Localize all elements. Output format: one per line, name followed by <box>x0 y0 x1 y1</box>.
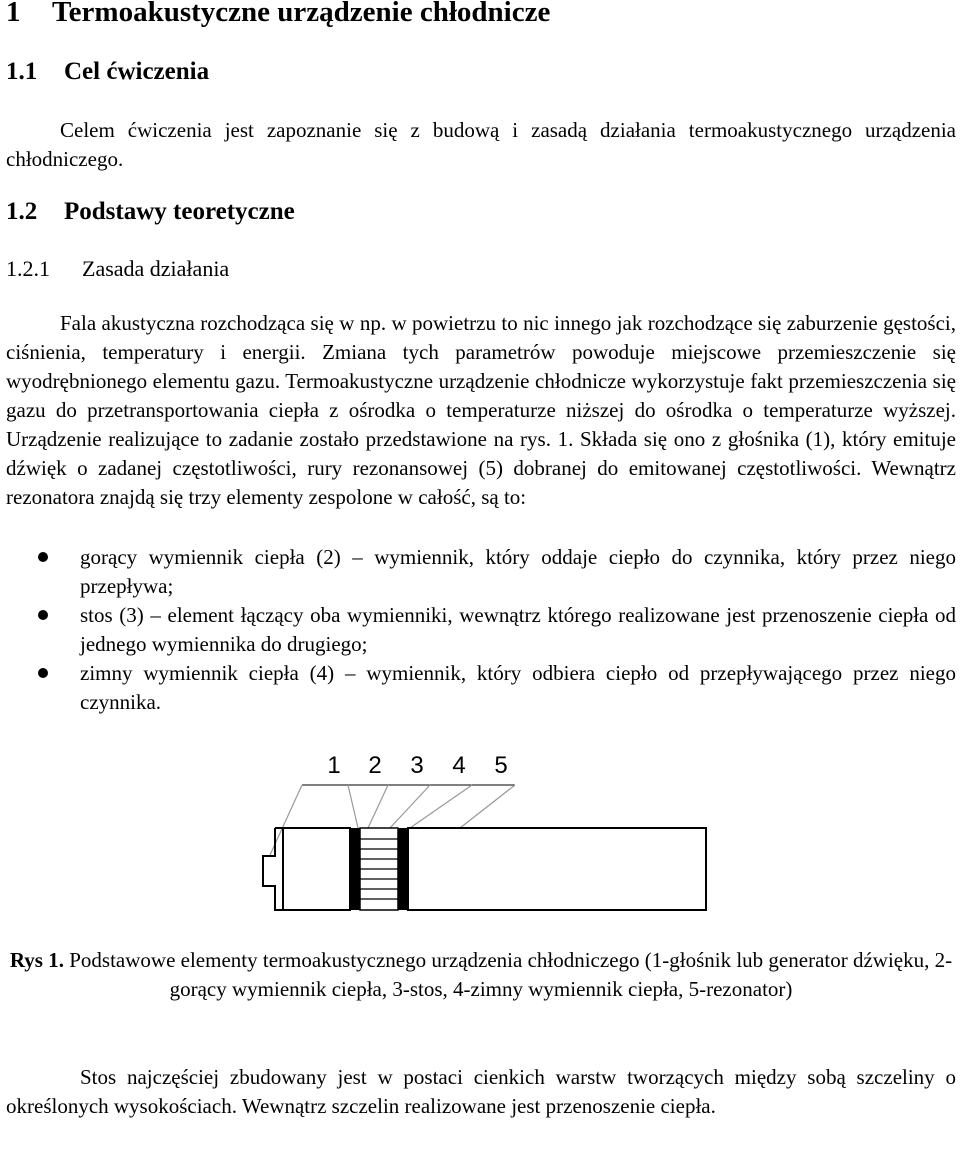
list-item-text: stos (3) – element łączący oba wymienniki, wewnątrz którego realizowane jest przenoszenie ciepła od jednego wymiennika do drugiego; <box>80 603 956 656</box>
caption-prefix: Rys 1. <box>9 948 64 972</box>
bullet-icon <box>38 610 48 620</box>
subsection-principle-number: 1.2.1 <box>6 256 50 281</box>
subsection-principle-title: Zasada działania <box>82 256 230 281</box>
subsection-principle-heading <box>6 256 229 282</box>
bullet-icon <box>38 552 48 562</box>
figure-label-5: 5 <box>494 752 508 779</box>
chapter-title: Termoakustyczne urządzenie chłodnicze <box>52 0 551 28</box>
section-theory-number: 1.2 <box>6 198 38 225</box>
figure-label-3: 3 <box>410 752 424 779</box>
caption-text: Podstawowe elementy termoakustycznego urządzenia chłodniczego (1-głośnik lub generator dźwięku, 2-gorący wymiennik ciepła, 3-stos, 4-zimny wymiennik ciepła, 5-rezonator) <box>63 948 953 1001</box>
section-goal-number: 1.1 <box>6 58 38 85</box>
closing-paragraph <box>6 1063 956 1121</box>
figure-caption <box>6 946 956 1004</box>
goal-paragraph <box>6 116 956 174</box>
section-goal-title: Cel ćwiczenia <box>64 58 210 85</box>
list-item <box>6 543 956 601</box>
thermoacoustic-device-diagram <box>250 745 710 920</box>
figure-label-4: 4 <box>452 752 466 779</box>
speaker-body <box>283 828 350 910</box>
list-item-text: zimny wymiennik ciepła (4) – wymiennik, który odbiera ciepło od przepływającego przez niego czynnika. <box>80 661 956 714</box>
cold-heat-exchanger <box>398 828 408 910</box>
chapter-number: 1 <box>6 0 21 28</box>
section-goal-heading <box>6 58 209 86</box>
section-theory-heading <box>6 198 295 226</box>
principle-paragraph <box>6 309 956 512</box>
resonator-tube <box>408 828 706 910</box>
figure-label-1: 1 <box>327 752 341 779</box>
list-item <box>6 601 956 659</box>
elements-list <box>6 543 956 717</box>
list-item-text: gorący wymiennik ciepła (2) – wymiennik, który oddaje ciepło do czynnika, który przez niego przepływa; <box>80 545 956 598</box>
speaker-housing <box>263 828 283 910</box>
figure-label-2: 2 <box>368 752 382 779</box>
chapter-heading <box>6 0 550 29</box>
list-item <box>6 659 956 717</box>
principle-text: Fala akustyczna rozchodząca się w np. w powietrzu to nic innego jak rozchodzące się zaburzenie gęstości, ciśnienia, temperatury i energii. Zmiana tych parametrów powoduje miejscowe przemieszczenie się wyodrębnionego elementu gazu. Termoakustyczne urządzenie chłodnicze wykorzystuje fakt przemieszczenia się gazu do przetransportowania ciepła z ośrodka o temperaturze niższej do ośrodka o temperaturze wyższej. Urządzenie realizujące to zadanie zostało przedstawione na rys. 1. Składa się ono z głośnika (1), który emituje dźwięk o zadanej częstotliwości, rury rezonansowej (5) dobranej do emitowanej częstotliwości. Wewnątrz rezonatora znajdą się trzy elementy zespolone w całość, są to: <box>6 311 956 509</box>
bullet-icon <box>38 668 48 678</box>
hot-heat-exchanger <box>350 828 360 910</box>
section-theory-title: Podstawy teoretyczne <box>64 198 295 225</box>
goal-text: Celem ćwiczenia jest zapoznanie się z budową i zasadą działania termoakustycznego urządzenia chłodniczego. <box>6 118 956 171</box>
closing-text: Stos najczęściej zbudowany jest w postaci cienkich warstw tworzących między sobą szczeliny o określonych wysokościach. Wewnątrz szczelin realizowane jest przenoszenie ciepła. <box>6 1065 956 1118</box>
